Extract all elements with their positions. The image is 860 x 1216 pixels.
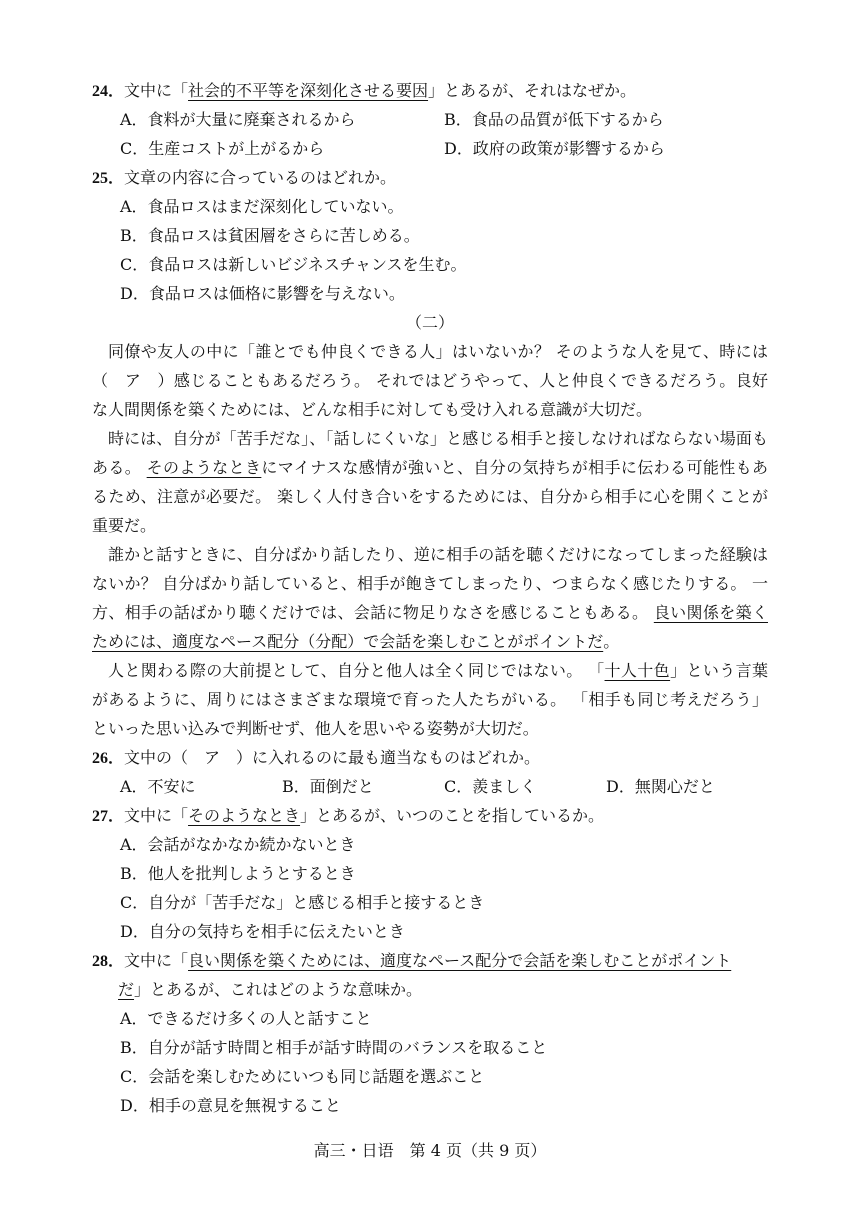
underlined-phrase: 社会的不平等を深刻化させる要因	[188, 81, 429, 100]
option-a[interactable]: A．できるだけ多くの人と話すこと	[120, 1009, 372, 1028]
option-d[interactable]: D．政府の政策が影響するから	[444, 139, 665, 158]
option-b[interactable]: B．自分が話す時間と相手が話す時間のバランスを取ること	[120, 1038, 548, 1057]
option-d[interactable]: D．食品ロスは価格に影響を与えない。	[120, 284, 405, 303]
passage-paragraph-1: 同僚や友人の中に「誰とでも仲良くできる人」はいないか？ そのような人を見て、時には（ ア ）感じることもあるだろう。 それではどうやって、人と仲良くできるだろう。良好な人間関係を築くためには、どんな相手に対しても受け入れる意識が大切だ。	[92, 342, 768, 419]
option-b[interactable]: B．他人を批判しようとするとき	[120, 864, 356, 883]
passage-paragraph-3: 誰かと話すときに、自分ばかり話したり、逆に相手の話を聴くだけになってしまった経験はないか？ 自分ばかり話していると、相手が飽きてしまったり、つまらなく感じたりする。 一方、相手の話ばかり聴くだけでは、会話に物足りなさを感じることもある。 良い関係を築くためには、適度なペース配分（分配）で会話を楽しむことがポイントだ。	[92, 545, 768, 651]
option-b[interactable]: B．面倒だと	[282, 777, 374, 796]
underlined-phrase: そのようなとき	[146, 458, 262, 477]
question-number: 27．	[92, 808, 125, 825]
underlined-phrase: だ	[118, 980, 135, 999]
question-number: 26．	[92, 750, 125, 767]
options-row	[92, 772, 768, 801]
option-d[interactable]: D．無関心だと	[606, 777, 715, 796]
option-a[interactable]: A．不安に	[120, 777, 196, 796]
section-title: （二）	[405, 313, 454, 332]
question-28: 28．文中に「良い関係を築くためには、適度なペース配分で会話を楽しむことがポイント	[92, 951, 732, 970]
options-row	[92, 134, 768, 163]
option-a[interactable]: A．食品ロスはまだ深刻化していない。	[120, 197, 404, 216]
option-d[interactable]: D．自分の気持ちを相手に伝えたいとき	[120, 922, 405, 941]
option-d[interactable]: D．相手の意見を無視すること	[120, 1096, 341, 1115]
options-row	[92, 105, 768, 134]
passage-paragraph-4: 人と関わる際の大前提として、自分と他人は全く同じではない。 「十人十色」という言葉があるように、周りにはさまざまな環境で育った人たちがいる。 「相手も同じ考えだろう」といった思い込みで判断せず、他人を思いやる姿勢が大切だ。	[92, 661, 768, 738]
question-27: 27．文中に「そのようなとき」とあるが、いつのことを指しているか。	[92, 806, 605, 825]
option-c[interactable]: C．羨ましく	[444, 777, 537, 796]
page-footer: 高三・日语 第 4 页（共 9 页）	[313, 1141, 547, 1160]
question-number: 25．	[92, 170, 125, 187]
underlined-phrase: 十人十色	[604, 661, 671, 680]
option-c[interactable]: C．食品ロスは新しいビジネスチャンスを生む。	[120, 255, 467, 274]
question-24: 24．文中に「社会的不平等を深刻化させる要因」とあるが、それはなぜか。	[92, 81, 637, 100]
passage-paragraph-2: 時には、自分が「苦手だな」、「話しにくいな」と感じる相手と接しなければならない場面もある。 そのようなときにマイナスな感情が強いと、自分の気持ちが相手に伝わる可能性もあるため、注意が必要だ。 楽しく人付き合いをするためには、自分から相手に心を開くことが重要だ。	[92, 429, 768, 535]
option-a[interactable]: A．食料が大量に廃棄されるから	[120, 110, 356, 129]
option-b[interactable]: B．食品ロスは貧困層をさらに苦しめる。	[120, 226, 420, 245]
question-28-continued: だ」とあるが、これはどのような意味か。	[118, 980, 423, 999]
question-number: 28．	[92, 953, 125, 970]
option-c[interactable]: C．生産コストが上がるから	[120, 139, 325, 158]
underlined-phrase: 良い関係を築くためには、適度なペース配分で会話を楽しむことがポイント	[188, 951, 732, 970]
question-number: 24．	[92, 83, 125, 100]
option-b[interactable]: B．食品の品質が低下するから	[444, 110, 664, 129]
underlined-phrase: そのようなとき	[188, 806, 301, 825]
underlined-phrase: 良い関係を築くためには、適度なペース配分（分配）で会話を楽しむことがポイントだ	[92, 603, 768, 651]
question-26: 26．文中の（ ア ）に入れるのに最も適当なものはどれか。	[92, 748, 541, 767]
option-a[interactable]: A．会話がなかなか続かないとき	[120, 835, 356, 854]
question-25: 25．文章の内容に合っているのはどれか。	[92, 168, 397, 187]
option-c[interactable]: C．会話を楽しむためにいつも同じ話題を選ぶこと	[120, 1067, 485, 1086]
option-c[interactable]: C．自分が「苦手だな」と感じる相手と接するとき	[120, 893, 485, 912]
